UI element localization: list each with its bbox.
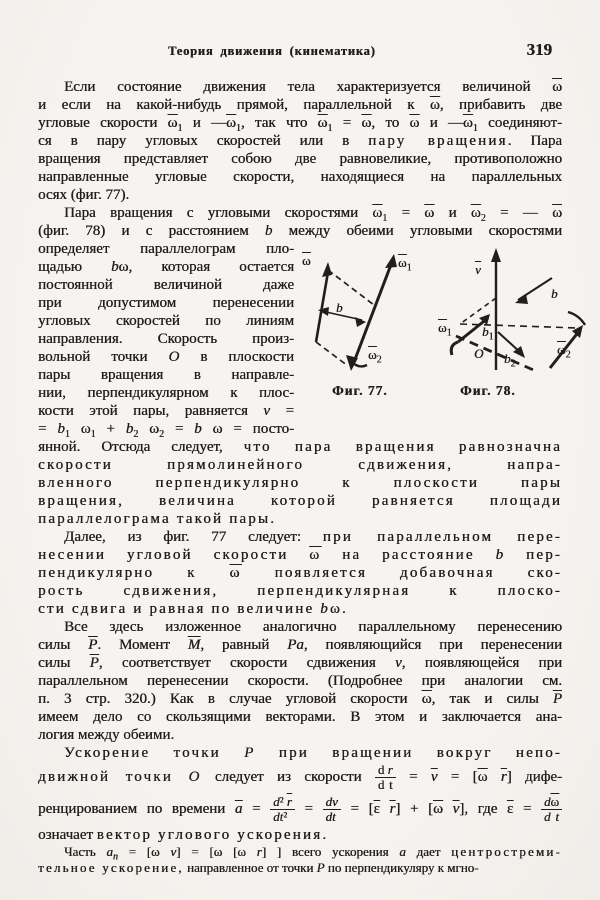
text-line: Все здесь изложенное аналогично параллельному перенесению [64,619,562,635]
page-number: 319 [526,40,552,59]
fig78-label-omega1: $\overline{\omega}_1$ [438,320,452,339]
text-line: вленного перпендикулярно к плоскости пары [38,475,562,491]
fig78-label-b: b [551,286,558,301]
text-line: силы $\overline{P}$, соответствует скорости сдвижения v, появляющейся при [38,655,562,671]
page-header [38,40,562,62]
text-line: ся в пару угловых скоростей или в пару вращения. Пара [38,133,562,149]
text-line: п. 3 стр. 320.) Как в случае угловой скорости $\overline{\omega}$, так и силы $\overline{P}$ [38,691,562,707]
fig78-drawing [438,248,596,382]
text-line: тельное ускорение, направленное от точки P по перпендикуляру к мгно- [38,860,479,875]
text-line: пендикулярно к $\overline{\omega}$ появляется добавочная ско- [38,565,562,581]
fig78-label-b2: $b_2$ [504,351,516,370]
fig77-label-omega2: $\overline{\omega}_2$ [368,347,382,366]
text-line: вольной точки O в плоскости [38,349,294,365]
text-line: параллельном перенесении скорости. (Подробнее при аналогии см. [38,673,562,689]
text-line: параллелограма такой пары. [38,511,277,527]
fig77-label-omega: $\overline{\omega}$ [302,253,311,268]
text-line: пары вращения в направле- [38,367,294,383]
text-line: постоянной величиной даже [38,277,294,293]
fig78-label-v: $\overline{v}$ [475,262,481,277]
text-line: Ускорение точки P при вращении вокруг непо- [64,745,562,761]
text-line: угловые скорости $\overline{\omega}_1$ и $—\overline{\omega}_1$, так что $\overline{\omega}_1 = \overline{\omega}$, то $\overline{\omega}$ и $—\overline{\omega}_1$ соединяют- [38,115,562,132]
text-line: Часть $\overline{a}_n = [\overline{\omega}$ $\overline{v}] = [\overline{\omega}$ [$\overline{\omega}$ $\overline{r}$] ] всего ускорения $\overline{a}$ дает центростреми- [64,844,562,860]
text-line: несении угловой скорости $\overline{\omega}$ на расстояние b пер- [38,547,562,563]
text-line: имеем дело со скользящими векторами. В этом и заключается ана- [38,709,562,725]
figure-78 [438,248,596,382]
fig78-label-omega2: $\overline{\omega}_2$ [557,342,571,361]
text-line: означает вектор углового ускорения. [38,827,326,843]
text-line: Пара вращения с угловыми скоростями $\overline{\omega}_1 = \overline{\omega}$ и $\overline{\omega}_2$ = — $\overline{\omega}$ [64,205,562,222]
text-line: вращения представляет собою две равновеликие, противоположно [38,151,562,167]
text-line: движной точки O следует из скорости $\frac{d \overline{r}}{\text{d t}}$ = $\overline{v} = [\overline{\omega}$ $\overline{r}$] дифе- [38,762,562,792]
text-flow [38,78,562,876]
text-line: (фиг. 78) и с расстоянием b между обеими угловыми скоростями [38,223,562,239]
text-line: янной. Отсюда следует, что пара вращения равнозначна [38,439,562,455]
text-line: при допустимом перенесении [38,295,294,311]
text-line: направленные угловые скорости, находящиеся на параллельных [38,169,562,185]
text-line: логия между обеими. [38,727,175,743]
text-line: силы $\overline{P}$. Момент $\overline{M}$, равный Pa, появляющийся при перенесении [38,637,562,653]
figure-77 [302,250,442,378]
text-line: скорости прямолинейного сдвижения, напра- [38,457,562,473]
text-line: щадью bω, которая остается [38,259,294,275]
running-title: Теория движения (кинематика) [168,44,376,58]
text-line: Если состояние движения тела характеризуется величиной $\overline{\omega}$ [64,79,562,95]
fig78-caption: Фиг. 78. [460,383,516,398]
text-line: рость сдвижения, перпендикулярная к плоско- [38,583,562,599]
text-line: угловых скоростей по линиям [38,313,294,329]
fig77-caption: Фиг. 77. [332,383,388,398]
text-line: кости этой пары, равняется v = [38,403,294,419]
fig78-label-O: O [474,346,484,361]
text-line: направления. Скорость произ- [38,331,294,347]
text-line: и если на какой-нибудь прямой, параллельной к $\overline{\omega}$, прибавить две [38,97,562,113]
text-line: осях (фиг. 77). [38,187,130,203]
text-line: ренцированием по времени $\overline{a}$ = $\frac{d^2 \overline{r}}{\text{dt²}}$ = $\frac{dv}{dt}$ = [$\overline{\varepsilon}$ $\overline{r}] + [\overline{\omega}$ $\overline{v}$], где $\overline{\varepsilon}$ = $\frac{d\overline{\omega}}{\text{d t}}$ [38,792,562,826]
fig77-label-omega1: $\overline{\omega}_1$ [398,255,412,274]
text-line: нии, перпендикулярном к плос- [38,385,294,401]
text-line: вращения, величина которой равняется площади [38,493,562,509]
fig78-label-b1: $b_1$ [482,324,494,343]
text-line: Далее, из фиг. 77 следует: при параллельном пере- [64,529,562,545]
text-line: определяет параллелограм пло- [38,241,294,257]
fig77-label-b: b [336,300,343,315]
text-line: сти сдвига и равная по величине bω. [38,601,348,617]
text-line: = $b_1$ $\omega_1 + b_2$ $\omega_2 = b$ ω = посто- [38,421,294,438]
